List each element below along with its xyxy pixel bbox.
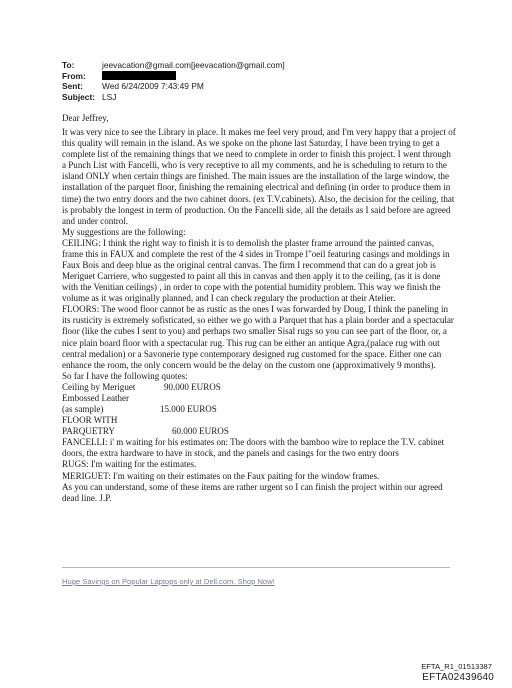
to-row (62, 60, 285, 71)
subject-row (62, 92, 285, 103)
from-label: From: (62, 70, 86, 81)
document-reference-small: EFTA_R1_01513387 (421, 662, 492, 671)
subject-value: LSJ (102, 91, 117, 102)
redaction-block (102, 71, 176, 80)
quote-ceiling (62, 382, 457, 393)
from-row (62, 71, 285, 82)
quote-item: (as sample) (62, 404, 104, 415)
fancelli-paragraph: FANCELLI: i' m waiting for his estimates on: The doors with the bamboo wire to replace the T.V. cabinet doors, the extra hardware to have in stock, and the panels and casings for the two entry doors (62, 437, 445, 459)
greeting: Dear Jeffrey, (62, 113, 109, 123)
sent-label: Sent: (62, 81, 83, 92)
quote-item: Embossed Leather (62, 392, 130, 403)
sent-row (62, 81, 285, 92)
suggestions-intro: My suggestions are the following: (62, 226, 186, 237)
rugs-paragraph: RUGS: I'm waiting for the estimates. (62, 459, 197, 470)
quote-leather (62, 404, 457, 415)
ceiling-paragraph: CEILING: I think the right way to finish it is to demolish the plaster frame arround the painted canvas, frame this in FAUX and complete the rest of the 4 sides in Trompe l"oeil featuring casings and moldings in Faux Bois and deep blue as the original central canvas. The firm I recommend that can do a great job is Meriguet Carriere, who suggested to paint all this in canvas and then apply it to the ceiling, (as it is done with the Venitian ceilings) , in order to cope with the potential humidity problem. This way we finish the volume as it was originally planned, and I can check regulary the production at their Atelier. (62, 237, 450, 304)
quote-item: FLOOR WITH (62, 415, 118, 426)
quote-item: PARQUETRY (62, 426, 115, 437)
to-label: To: (62, 60, 75, 70)
quote-price: 60.000 EUROS (172, 426, 229, 437)
quote-price: 15.000 EUROS (160, 404, 217, 415)
closing-paragraph: As you can understand, some of these items are rather urgent so I can finish the project within our agreed dead line. J.P. (62, 481, 443, 503)
to-value: jeevacation@gmail.com[jeevacation@gmail.com] (102, 60, 285, 70)
paragraph-intro: It was very nice to see the Library in place. It makes me feel very proud, and I'm very happy that a project of this quality will remain in the island. As we spoke on the phone last Saturday, I have been trying to get a complete list of the remaining things that we need to complete in order to finish this project. I went through a Punch List with Fancelli, who is very receptive to all my comments, and he is scheduling to return to the island ONLY when certain things are finished. The main issues are the installation of the large window, the installation of the parquet floor, finishing the remaining electrical and defining (in order to produce them in time) the two entry doors and the two cabinet doors. (ex T.V.cabinets). Also, the decision for the ceiling, that is probably the longest in term of production. On the Fancelli side, all the details as I said before are agreed and under control. (62, 127, 456, 226)
document-reference-large: EFTA02439640 (422, 672, 494, 683)
subject-label: Subject: (62, 91, 96, 102)
floors-paragraph: FLOORS: The wood floor cannot be as rustic as the ones I was forwarded by Doug, I think the paneling in its rusticity is extremely sofisticated, so either we go with a Parquet that has a plain border and a spectacular floor (like the cubes I sent to you) and perhaps two smaller Sisal rugs so you can see part of the floor, or, a nice plain board floor with a spectacular rug. This rug can be either an antique Agra,(palace rug with out central medalion) or a Savonerie type contemporary designed rug customed for the space. Either one can enhance the room, the only concern would be the delay on the custom one (approximatively 9 months). (62, 304, 454, 370)
quote-floor (62, 426, 457, 437)
email-header (62, 60, 285, 102)
sent-value: Wed 6/24/2009 7:43:49 PM (102, 81, 204, 92)
quote-price: 90.000 EUROS (164, 381, 221, 392)
meriguet-paragraph: MERIGUET: I'm waiting on their estimates on the Faux paiting for the window frames. (62, 470, 380, 481)
ad-link[interactable]: Huge Savings on Popular Laptops only at Dell.com. Shop Now! (62, 577, 275, 586)
footer-divider (62, 567, 450, 568)
quote-item: Ceiling by Meriguet (62, 381, 136, 392)
email-body (62, 113, 457, 504)
quotes-intro: So far I have the following quotes: (62, 370, 188, 381)
